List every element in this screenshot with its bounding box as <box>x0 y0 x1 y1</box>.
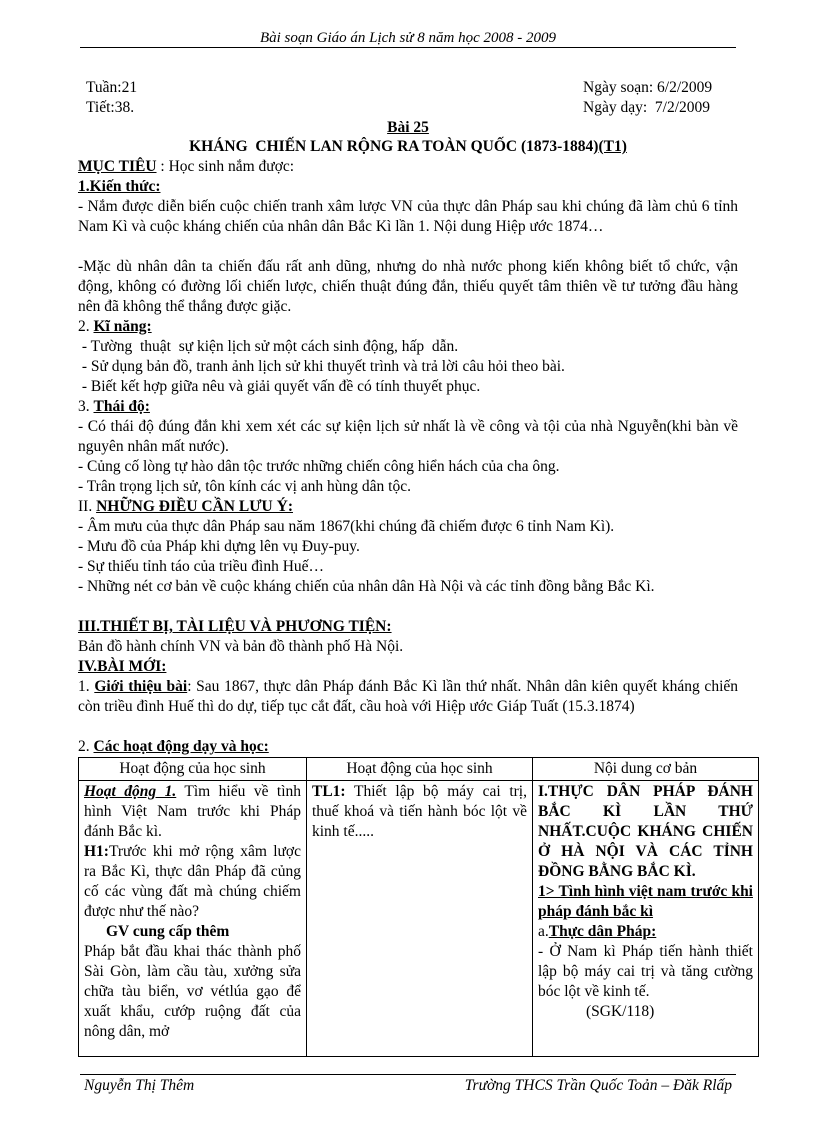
note-item-1: - Âm mưu của thực dân Pháp sau năm 1867(khi chúng đã chiếm được 6 tỉnh Nam Kì). <box>78 518 615 535</box>
lesson-intro <box>78 677 738 717</box>
answer-1 <box>312 782 527 842</box>
attitude-label: Thái độ: <box>93 398 150 415</box>
notes-heading <box>78 497 738 517</box>
knowledge-heading: 1.Kiến thức: <box>78 178 161 195</box>
teacher-activity-cell <box>79 781 307 1057</box>
footer-author: Nguyễn Thị Thêm <box>84 1077 195 1094</box>
note-item-4: - Những nét cơ bản về cuộc kháng chiến của nhân dân Hà Nội và các tỉnh đồng bằng Bắc Kì. <box>78 578 655 595</box>
content-a-label: Thực dân Pháp: <box>548 923 657 940</box>
activity-1-text: Tìm hiểu về tình hình Việt Nam trước khi Pháp đánh Bắc kì. <box>84 783 302 840</box>
attitude-num: 3. <box>78 398 94 415</box>
materials-heading: III.THIẾT BỊ, TÀI LIỆU VÀ PHƯƠNG TIỆN: <box>78 618 392 635</box>
attitude-point-1: - Có thái độ đúng đắn khi xem xét các sự kiện lịch sử nhất là về công và tội của nhà Nguyễn(khi bàn về nguyên nhân mất nước). <box>78 418 738 455</box>
activity-1-label: Hoạt động 1. <box>84 783 177 800</box>
activities-label: Các hoạt động dạy và học: <box>93 738 269 755</box>
content-subheading: 1> Tình hình việt nam trước khi pháp đánh bắc kì <box>538 883 753 920</box>
skills-num: 2. <box>78 318 94 335</box>
activities-table <box>78 757 759 1057</box>
notes-num: II. <box>78 498 97 515</box>
table-row <box>79 781 759 1057</box>
gv-label: GV cung cấp thêm <box>106 923 230 940</box>
question-text: Trước khi mở rộng xâm lược ra Bắc Kì, thực dân Pháp đã củng cố các vùng đất mà chúng chiếm được như thế nào? <box>84 843 301 920</box>
content-heading: I.THỰC DÂN PHÁP ĐÁNH BẮC KÌ LẦN THỨ NHẤT.CUỘC KHÁNG CHIẾN Ở HÀ NỘI VÀ CÁC TỈNH ĐỒNG BẰNG BẮC KÌ. <box>538 783 753 880</box>
attitude-point-3: - Trân trọng lịch sử, tôn kính các vị anh hùng dân tộc. <box>78 478 411 495</box>
table-header-cell: Hoạt động của học sinh <box>307 758 533 781</box>
skill-item-3: - Biết kết hợp giữa nêu và giải quyết vấn đề có tính thuyết phục. <box>78 378 481 395</box>
skill-item-1: - Tường thuật sự kiện lịch sử một cách sinh động, hấp dẫn. <box>78 338 459 355</box>
new-lesson-heading: IV.BÀI MỚI: <box>78 658 167 675</box>
content-ref: (SGK/118) <box>586 1003 655 1020</box>
intro-label: Giới thiệu bài <box>94 678 188 695</box>
skills-heading <box>78 317 738 337</box>
question-label: H1: <box>84 843 109 860</box>
table-header-cell: Nội dung cơ bản <box>533 758 759 781</box>
content-block <box>538 782 753 1022</box>
objectives-intro: : Học sinh nắm được: <box>156 158 295 175</box>
knowledge-point-1: - Nắm được diễn biến cuộc chiến tranh xâm lược VN của thực dân Pháp sau khi chúng đã làm chủ 6 tỉnh Nam Kì và cuộc kháng chiến của nhân dân Bắc Kì lần 1. Nội dung Hiệp ước 1874… <box>78 198 738 235</box>
objectives-heading <box>78 157 738 177</box>
objectives-label: MỤC TIÊU <box>78 158 157 175</box>
table-header-cell: Hoạt động của học sinh <box>79 758 307 781</box>
intro-num: 1. <box>78 678 95 695</box>
footer-school: Trường THCS Trần Quốc Toản – Đăk Rlấp <box>464 1077 732 1094</box>
materials-text: Bản đồ hành chính VN và bản đồ thành phố Hà Nội. <box>78 638 404 655</box>
answer-text: Thiết lập bộ máy cai trị, thuế khoá và tiến hành bóc lột về kinh tế..... <box>312 783 527 840</box>
period-label: Tiết:38. <box>86 99 135 116</box>
footer-rule <box>80 1074 736 1075</box>
skill-item-2: - Sử dụng bản đồ, tranh ảnh lịch sử khi thuyết trình và trả lời câu hỏi theo bài. <box>78 358 565 375</box>
prep-date: Ngày soạn: 6/2/2009 <box>583 79 713 96</box>
note-item-3: - Sự thiếu tỉnh táo của triều đình Huế… <box>78 558 325 575</box>
gv-text: Pháp bắt đầu khai thác thành phố Sài Gòn, làm cầu tàu, xưởng sửa chữa tàu biển, vơ vétlúa gạo để xuất khẩu, cướp ruộng đất của nông dân, mở <box>84 943 301 1040</box>
page-header: Bài soạn Giáo án Lịch sử 8 năm học 2008 - 2009 <box>259 30 557 46</box>
activities-num: 2. <box>78 738 94 755</box>
knowledge-point-2: -Mặc dù nhân dân ta chiến đấu rất anh dũng, nhưng do nhà nước phong kiến không biết tổ chức, vận động, không có đường lối chiến lược, chiến thuật đúng đắn, thiếu quyết tâm thiên về tư tưởng đầu hàng nên đã không thể thắng được giặc. <box>78 258 738 315</box>
skills-label: Kĩ năng: <box>93 318 152 335</box>
table-header-row <box>79 758 759 781</box>
content-a-prefix: a. <box>538 923 549 940</box>
student-activity-cell <box>307 781 533 1057</box>
attitude-point-2: - Củng cố lòng tự hào dân tộc trước những chiến công hiển hách của cha ông. <box>78 458 560 475</box>
header-rule <box>80 47 736 48</box>
answer-label: TL1: <box>312 783 346 800</box>
week-label: Tuần:21 <box>86 79 138 96</box>
activity-1 <box>84 782 301 1042</box>
notes-label: NHỮNG ĐIỀU CẦN LƯU Ý: <box>96 498 293 515</box>
lesson-title-suffix: (T1) <box>598 138 627 155</box>
note-item-2: - Mưu đồ của Pháp khi dựng lên vụ Đuy-puy. <box>78 538 360 555</box>
lesson-title <box>78 137 738 157</box>
attitude-heading <box>78 397 738 417</box>
activities-heading <box>78 737 738 757</box>
teach-date: Ngày dạy: 7/2/2009 <box>583 99 710 116</box>
intro-text: : Sau 1867, thực dân Pháp đánh Bắc Kì lần thứ nhất. Nhân dân kiên quyết kháng chiến còn triều đình Huế thì do dự, tiếp tục cắt đất, cầu hoà với Hiệp ước Giáp Tuất (15.3.1874) <box>78 678 738 715</box>
content-cell <box>533 781 759 1057</box>
lesson-number: Bài 25 <box>387 119 429 136</box>
lesson-title-main: KHÁNG CHIẾN LAN RỘNG RA TOÀN QUỐC (1873-1884) <box>189 138 599 155</box>
content-a-text: - Ở Nam kì Pháp tiến hành thiết lập bộ máy cai trị và tăng cường bóc lột về kinh tế. <box>538 943 753 1000</box>
